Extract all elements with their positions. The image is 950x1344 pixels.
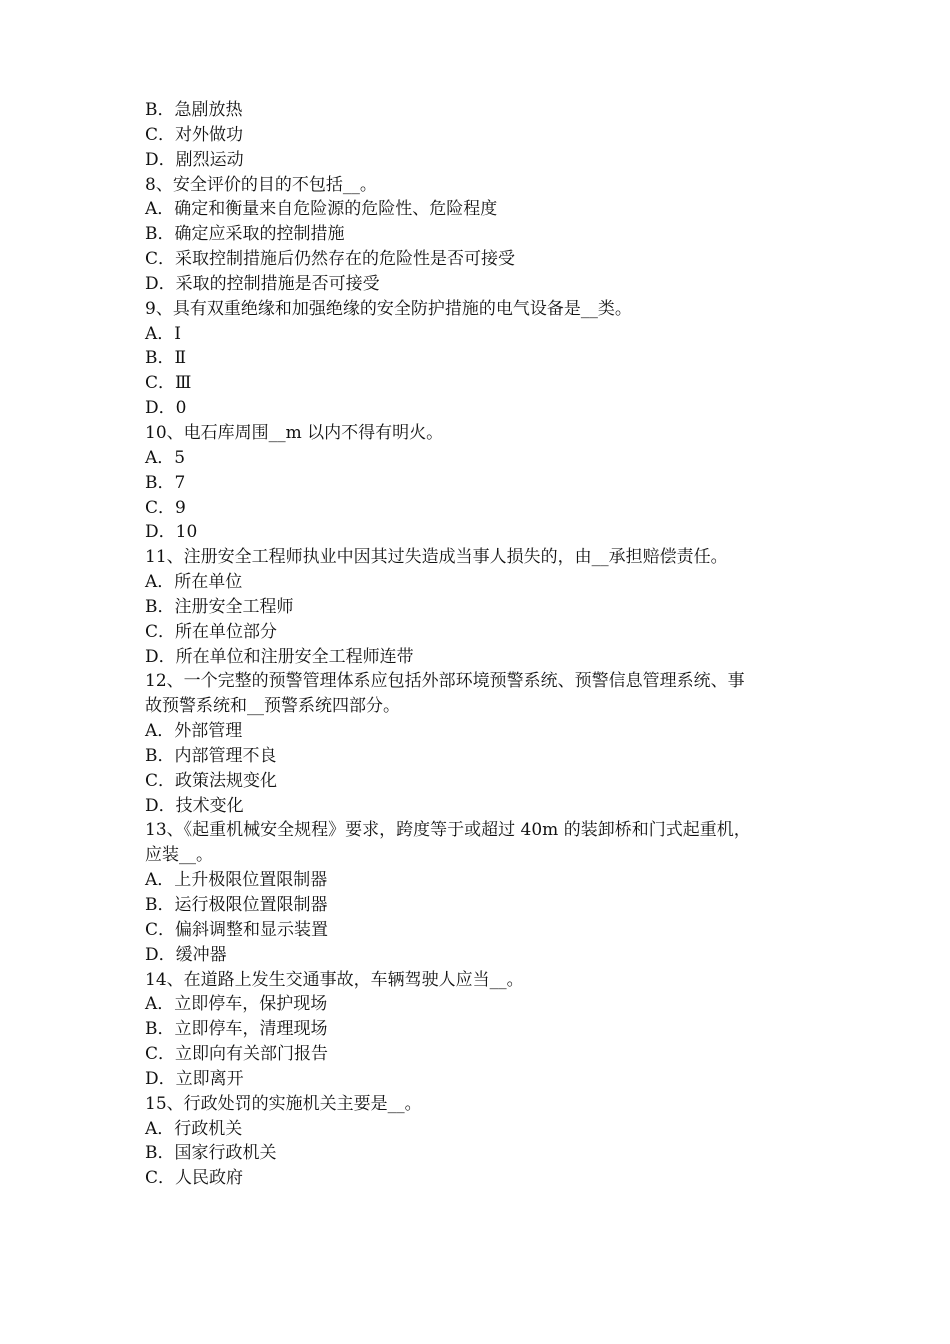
option-line: C．政策法规变化 (145, 770, 278, 791)
question-line: 12、一个完整的预警管理体系应包括外部环境预警系统、预警信息管理系统、事 (145, 671, 745, 692)
option-line: B．运行极限位置限制器 (145, 895, 328, 915)
question-line: 9、具有双重绝缘和加强绝缘的安全防护措施的电气设备是__类。 (145, 298, 632, 319)
option-line: D．剧烈运动 (145, 149, 244, 170)
question-line: 14、在道路上发生交通事故，车辆驾驶人应当__。 (145, 969, 524, 990)
option-line: B．内部管理不良 (145, 745, 277, 766)
option-line: A．所在单位 (145, 572, 243, 593)
option-line: D．所在单位和注册安全工程师连带 (145, 646, 414, 667)
question-line: 15、行政处罚的实施机关主要是__。 (145, 1093, 422, 1114)
option-line: C．立即向有关部门报告 (145, 1044, 329, 1065)
option-line: D．0 (145, 398, 187, 419)
option-line: A．外部管理 (145, 721, 243, 742)
option-line: D．10 (145, 522, 198, 543)
option-line: B．立即停车，清理现场 (145, 1019, 328, 1040)
option-line: B．7 (145, 472, 186, 493)
option-line: B．确定应采取的控制措施 (145, 224, 345, 245)
exam-question-text (145, 98, 815, 1191)
option-line: D．立即离开 (145, 1068, 244, 1089)
option-line: A．上升极限位置限制器 (145, 870, 328, 891)
option-line: C．偏斜调整和显示装置 (145, 919, 329, 940)
option-line: A．行政机关 (145, 1118, 243, 1139)
option-line: A．立即停车，保护现场 (145, 994, 328, 1015)
option-line: D．采取的控制措施是否可接受 (145, 273, 380, 294)
option-line: B．国家行政机关 (145, 1143, 277, 1164)
option-line: B．注册安全工程师 (145, 596, 294, 617)
option-line: C．人民政府 (145, 1168, 244, 1189)
option-line: A．确定和衡量来自危险源的危险性、危险程度 (145, 199, 498, 220)
option-line: D．技术变化 (145, 795, 244, 816)
option-line: D．缓冲器 (145, 944, 227, 965)
question-line: 13、《起重机械安全规程》要求，跨度等于或超过 40m 的装卸桥和门式起重机， (145, 820, 751, 841)
option-line: B．急剧放热 (145, 100, 243, 120)
question-continuation-line: 应装__。 (145, 845, 213, 866)
option-line: C．Ⅲ (145, 373, 192, 394)
question-line: 11、注册安全工程师执业中因其过失造成当事人损失的，由__承担赔偿责任。 (145, 547, 728, 568)
option-line: C．采取控制措施后仍然存在的危险性是否可接受 (145, 249, 516, 270)
option-line: B．Ⅱ (145, 348, 187, 369)
question-line: 8、安全评价的目的不包括__。 (145, 174, 377, 195)
option-line: C．9 (145, 497, 186, 518)
question-continuation-line: 故预警系统和__预警系统四部分。 (145, 696, 400, 717)
option-line: C．所在单位部分 (145, 621, 278, 642)
question-line: 10、电石库周围__m 以内不得有明火。 (145, 422, 444, 443)
option-line: A．5 (145, 447, 186, 468)
option-line: C．对外做功 (145, 124, 244, 145)
option-line: A．Ⅰ (145, 323, 181, 344)
